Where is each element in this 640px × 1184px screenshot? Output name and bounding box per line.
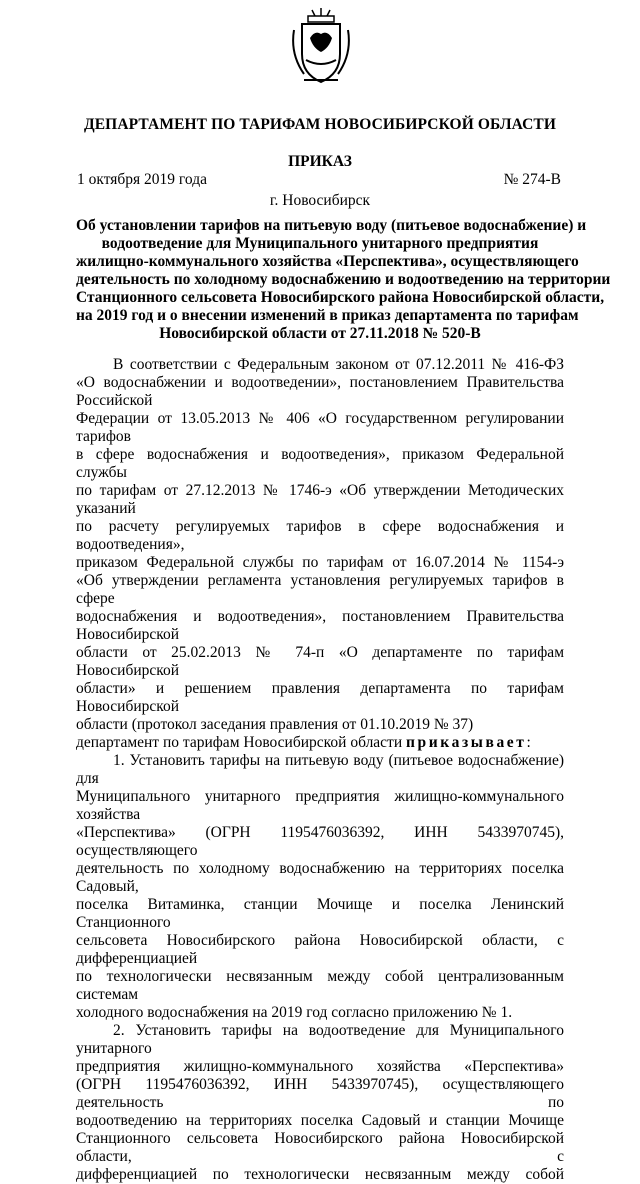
title-line: Об установлении тарифов на питьевую воду (питьевое водоснабжение) и — [76, 217, 587, 234]
decree-suffix: : — [526, 734, 531, 751]
title-line: водоотведение для Муниципального унитарного предприятия — [101, 235, 539, 252]
item1-line: 1. Установить тарифы на питьевую воду (питьевое водоснабжение) для — [76, 752, 564, 787]
item1-line: по технологически несвязанным между собой централизованным системам — [76, 968, 564, 1003]
coat-of-arms-emblem — [290, 8, 352, 88]
item2-line: 2. Установить тарифы на водоотведение для Муниципального унитарного — [76, 1022, 564, 1057]
decree-word: приказывает — [406, 734, 527, 751]
item1-line: «Перспектива» (ОГРН 1195476036392, ИНН 5433970745), осуществляющего — [76, 824, 564, 859]
preamble-line: Федерации от 13.05.2013 № 406 «О государственном регулировании тарифов — [76, 410, 564, 445]
item1-line: сельсовета Новосибирского района Новосибирской области, с дифференциацией — [76, 932, 564, 967]
department-heading: ДЕПАРТАМЕНТ ПО ТАРИФАМ НОВОСИБИРСКОЙ ОБЛАСТИ — [83, 116, 557, 133]
preamble-line: водоснабжения и водоотведения», постановлением Правительства Новосибирской — [76, 608, 564, 643]
decree-line — [76, 734, 564, 752]
preamble-line: в сфере водоснабжения и водоотведения», приказом Федеральной службы — [76, 446, 564, 481]
title-line: на 2019 год и о внесении изменений в приказ департамента по тарифам — [76, 307, 579, 324]
document-city: г. Новосибирск — [269, 192, 371, 209]
item2-line: Станционного сельсовета Новосибирского района Новосибирской области, с — [76, 1130, 564, 1165]
title-line: Новосибирской области от 27.11.2018 № 520-В — [159, 325, 481, 342]
preamble-line: В соответствии с Федеральным законом от 07.12.2011 № 416-ФЗ — [113, 356, 564, 373]
document-type: ПРИКАЗ — [288, 153, 352, 170]
item1-line: холодного водоснабжения на 2019 год согласно приложению № 1. — [76, 1004, 513, 1021]
document-title — [76, 217, 611, 343]
item2-line: (ОГРН 1195476036392, ИНН 5433970745), осуществляющего деятельность по — [76, 1076, 564, 1111]
item2-line: дифференциацией по технологически несвязанным между собой — [76, 1166, 564, 1183]
title-line: Станционного сельсовета Новосибирского района Новосибирской области, — [76, 289, 605, 306]
document-body — [76, 356, 564, 1184]
preamble-line: по расчету регулируемых тарифов в сфере водоснабжения и водоотведения», — [76, 518, 564, 553]
item1-line: Муниципального унитарного предприятия жилищно-коммунального хозяйства — [76, 788, 564, 823]
item1-line: деятельность по холодному водоснабжению на территориях поселка Садовый, — [76, 860, 564, 895]
preamble-line: области от 25.02.2013 № 74-п «О департаменте по тарифам Новосибирской — [76, 644, 564, 679]
title-line: деятельность по холодному водоснабжению и водоотведению на территории — [76, 271, 611, 288]
preamble-line: области» и решением правления департамента по тарифам Новосибирской — [76, 680, 564, 715]
item2-line: водоотведению на территориях поселка Садовый и станции Мочище — [76, 1112, 564, 1129]
preamble-line: «Об утверждении регламента установления регулируемых тарифов в сфере — [76, 572, 564, 607]
document-date: 1 октября 2019 года — [77, 171, 207, 188]
item1-line: поселка Витаминка, станции Мочище и поселка Ленинский Станционного — [76, 896, 564, 931]
preamble-line: области (протокол заседания правления от 01.10.2019 № 37) — [76, 716, 474, 733]
preamble-line: «О водоснабжении и водоотведении», постановлением Правительства Российской — [76, 374, 564, 409]
document-number: № 274-В — [503, 171, 561, 188]
preamble-line: по тарифам от 27.12.2013 № 1746-э «Об утверждении Методических указаний — [76, 482, 564, 517]
item2-line: предприятия жилищно-коммунального хозяйства «Перспектива» — [76, 1058, 564, 1075]
title-line: жилищно-коммунального хозяйства «Перспектива», осуществляющего — [76, 253, 579, 270]
preamble-line: приказом Федеральной службы по тарифам от 16.07.2014 № 1154-э — [76, 554, 564, 571]
decree-prefix: департамент по тарифам Новосибирской области — [76, 734, 407, 751]
